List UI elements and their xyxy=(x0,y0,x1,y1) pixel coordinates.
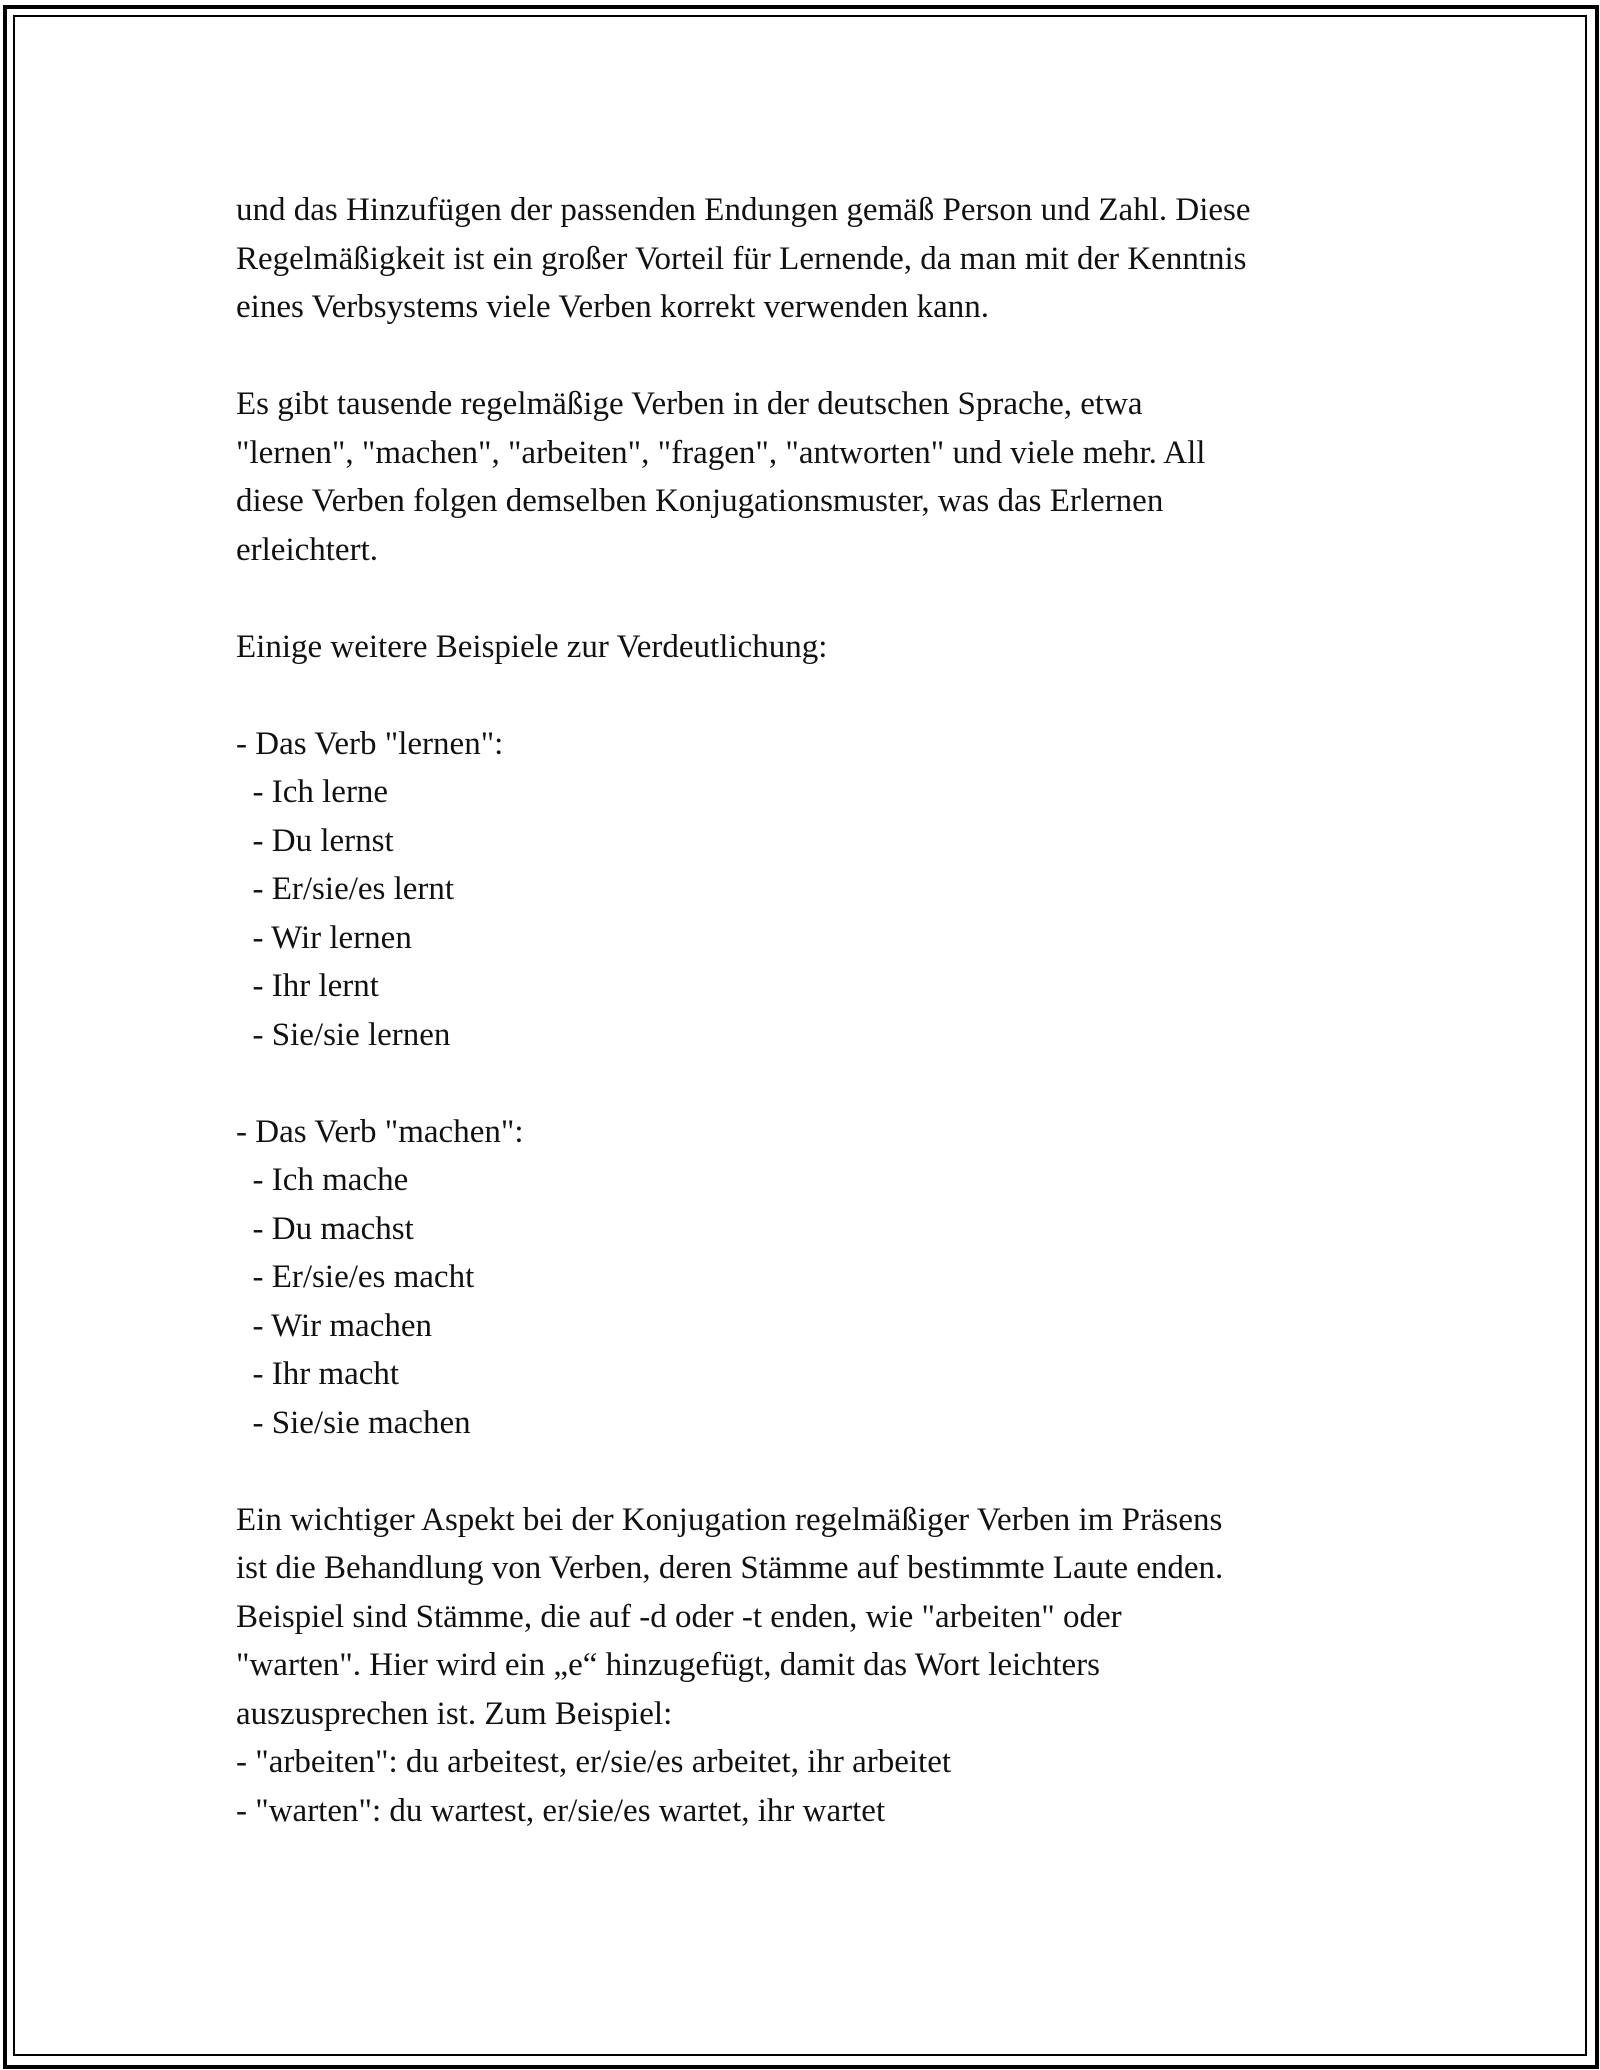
text-line: erleichtert. xyxy=(236,531,378,568)
text-line: und das Hinzufügen der passenden Endungen gemäß Person und Zahl. Diese xyxy=(236,192,1251,228)
text-line: Es gibt tausende regelmäßige Verben in der deutschen Sprache, etwa xyxy=(236,386,1143,422)
text-line: Ein wichtiger Aspekt bei der Konjugation regelmäßiger Verben im Präsens xyxy=(236,1501,1223,1538)
text-line: auszusprechen ist. Zum Beispiel: xyxy=(236,1695,673,1732)
conjugation-list-lernen xyxy=(236,720,1386,1060)
paragraph-regular-verbs xyxy=(236,380,1386,574)
conjugation-item: - Ich lerne xyxy=(236,774,389,810)
spacer xyxy=(236,1059,1386,1108)
text-line: "warten". Hier wird ein „e“ hinzugefügt, damit das Wort leichters xyxy=(236,1647,1100,1683)
spacer xyxy=(236,574,1386,623)
spacer xyxy=(236,671,1386,720)
conjugation-item: - Sie/sie machen xyxy=(236,1404,471,1441)
text-line: ist die Behandlung von Verben, deren Stämme auf bestimmte Laute enden. xyxy=(236,1550,1224,1586)
conjugation-list-machen xyxy=(236,1108,1386,1448)
conjugation-item: - Du lernst xyxy=(236,822,394,859)
document-body xyxy=(236,186,1386,1835)
example-line: - "arbeiten": du arbeitest, er/sie/es arbeitet, ihr arbeitet xyxy=(236,1744,952,1780)
text-line: "lernen", "machen", "arbeiten", "fragen", "antworten" und viele mehr. All xyxy=(236,434,1206,471)
conjugation-item: - Du machst xyxy=(236,1210,414,1247)
spacer xyxy=(236,1447,1386,1496)
example-line: - "warten": du wartest, er/sie/es wartet, ihr wartet xyxy=(236,1792,886,1829)
verb-heading: - Das Verb "machen": xyxy=(236,1113,524,1150)
conjugation-item: - Wir machen xyxy=(236,1307,432,1344)
text-line: eines Verbsystems viele Verben korrekt verwenden kann. xyxy=(236,289,989,325)
text-line: diese Verben folgen demselben Konjugationsmuster, was das Erlernen xyxy=(236,483,1164,519)
text-line: Beispiel sind Stämme, die auf -d oder -t enden, wie "arbeiten" oder xyxy=(236,1598,1122,1635)
conjugation-item: - Er/sie/es lernt xyxy=(236,871,455,907)
conjugation-item: - Sie/sie lernen xyxy=(236,1016,451,1053)
conjugation-item: - Ihr macht xyxy=(236,1356,400,1392)
verb-heading: - Das Verb "lernen": xyxy=(236,725,504,762)
conjugation-item: - Wir lernen xyxy=(236,919,412,956)
text-line: Regelmäßigkeit ist ein großer Vorteil für Lernende, da man mit der Kenntnis xyxy=(236,240,1247,277)
spacer xyxy=(236,332,1386,381)
conjugation-item: - Ihr lernt xyxy=(236,968,379,1004)
examples-intro: Einige weitere Beispiele zur Verdeutlichung: xyxy=(236,628,828,665)
paragraph-special-stems xyxy=(236,1496,1386,1836)
conjugation-item: - Ich mache xyxy=(236,1162,409,1198)
conjugation-item: - Er/sie/es macht xyxy=(236,1259,475,1295)
paragraph-stem-endings xyxy=(236,186,1386,332)
